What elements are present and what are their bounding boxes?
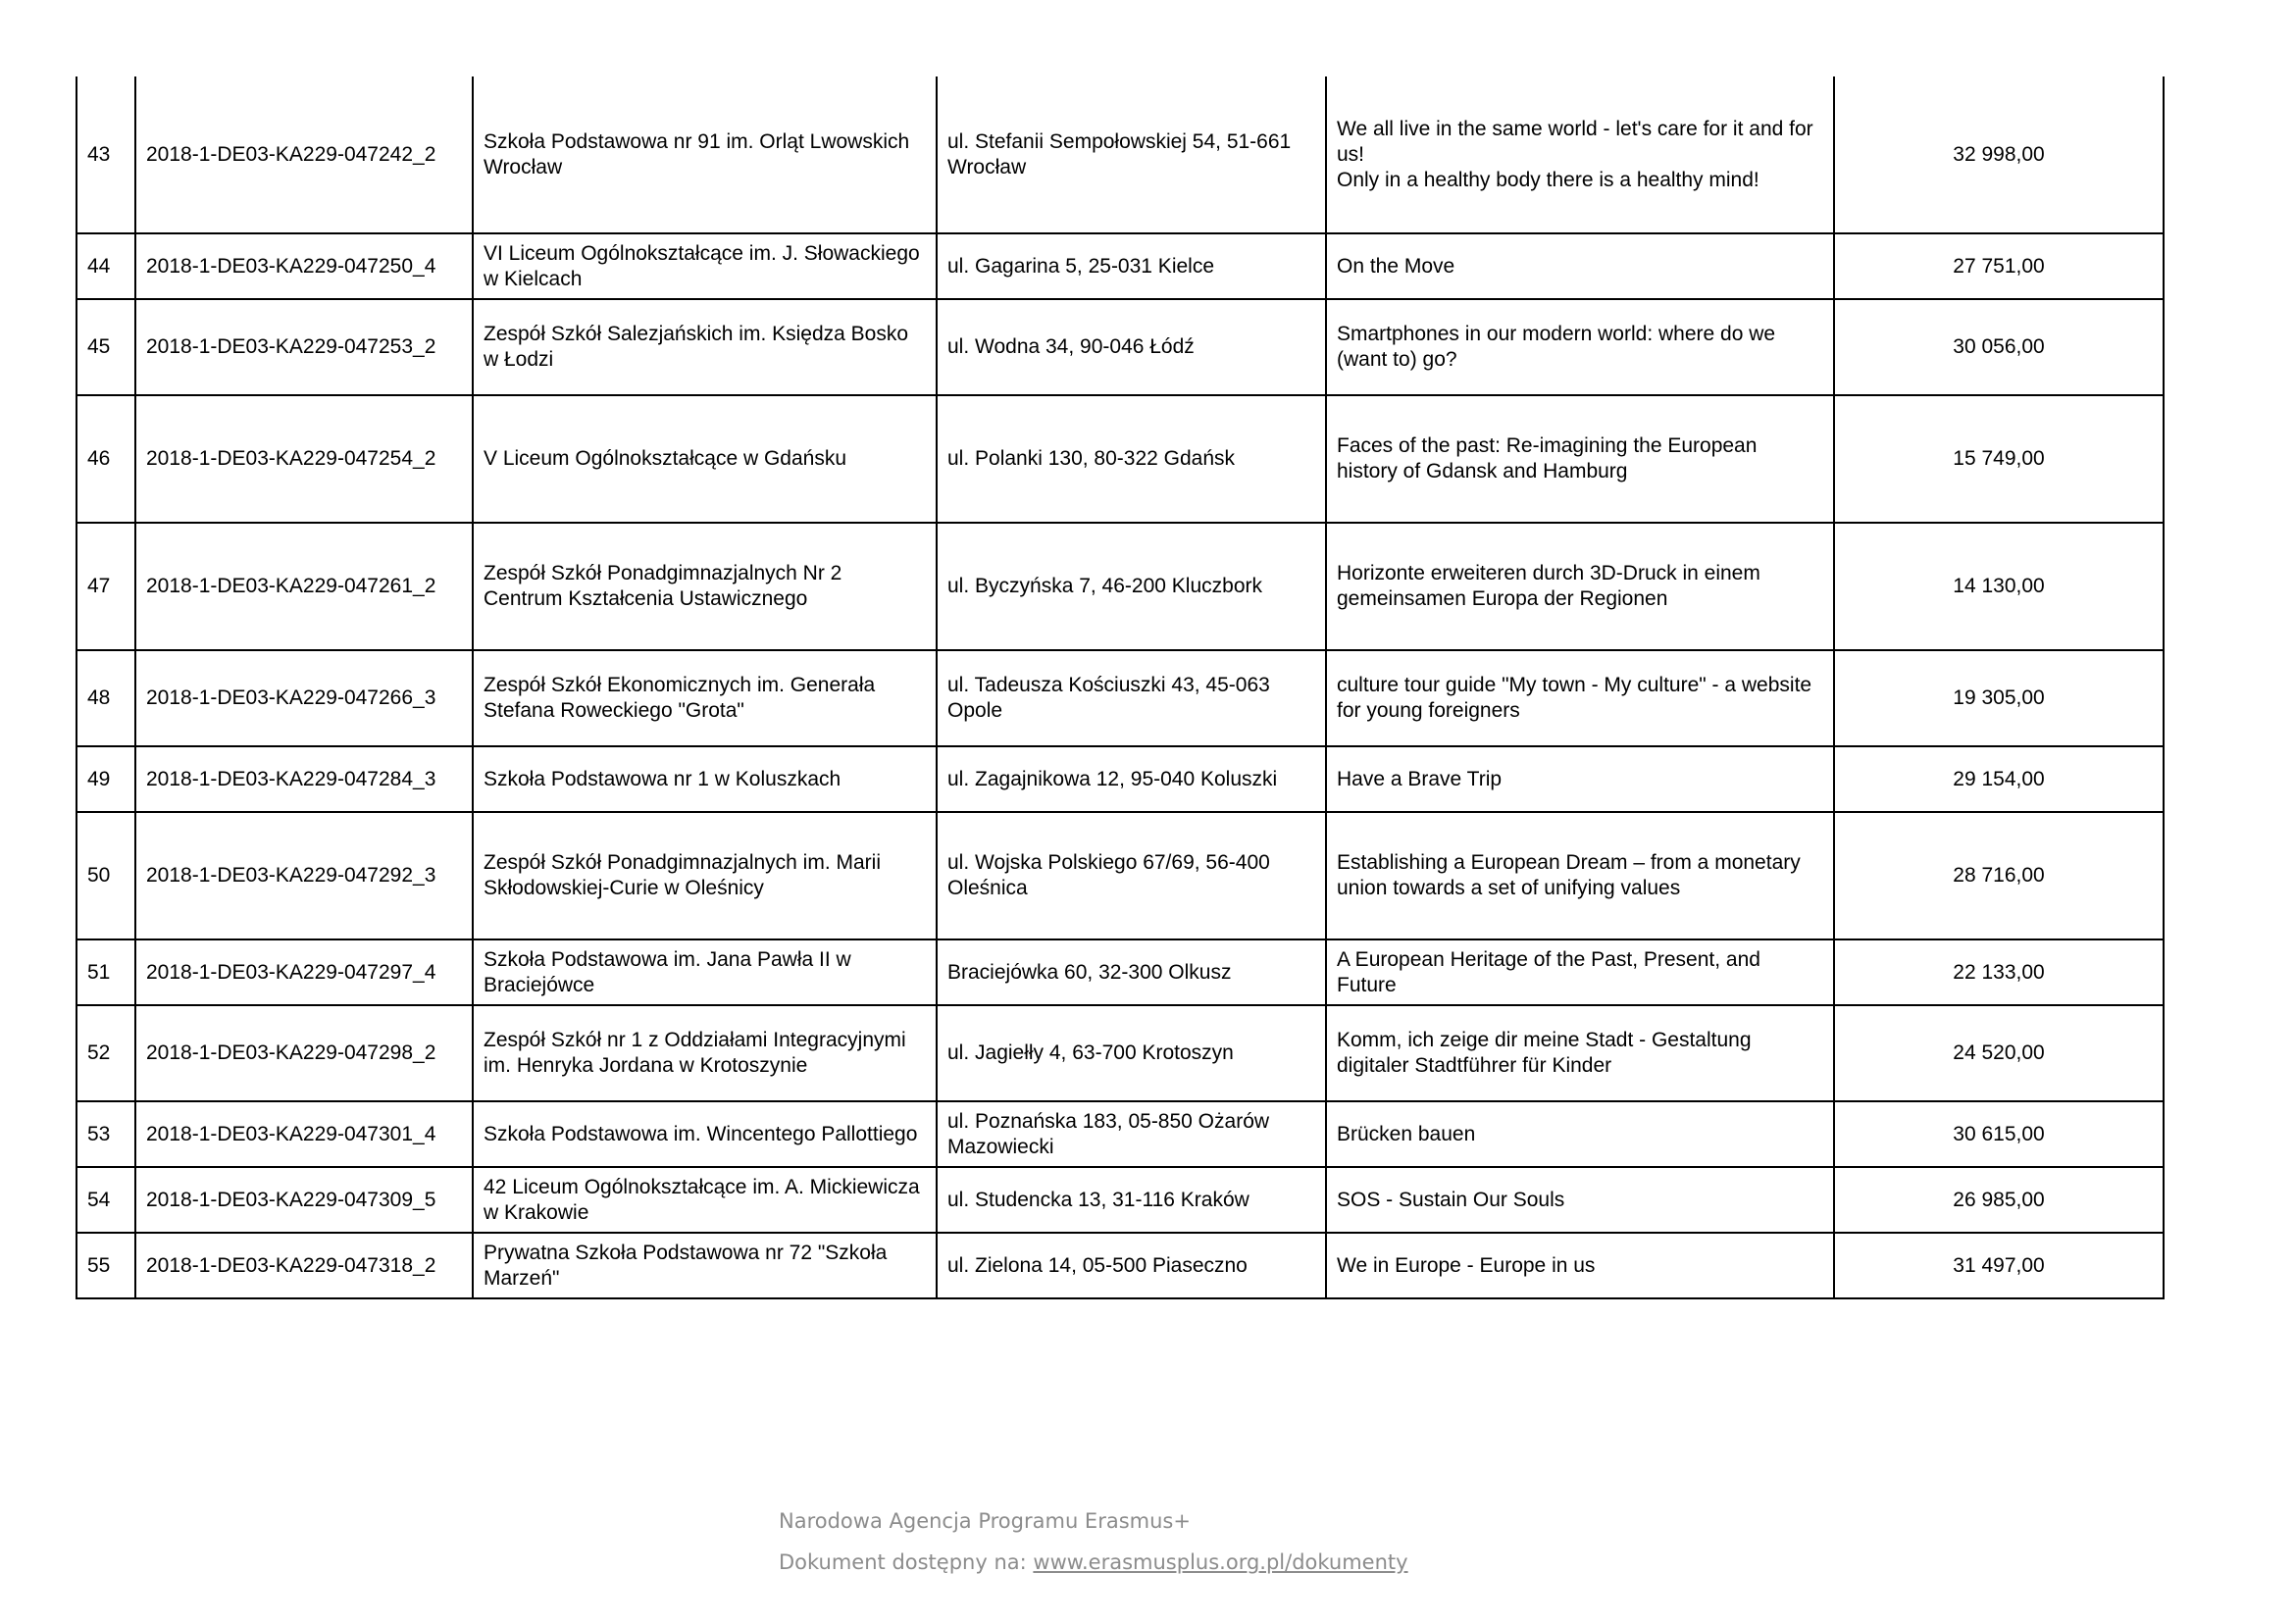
- school-address: ul. Byczyńska 7, 46-200 Kluczbork: [937, 523, 1326, 650]
- school-name: Zespół Szkół Salezjańskich im. Księdza Bosko w Łodzi: [473, 299, 937, 395]
- table-row: [76, 812, 2164, 939]
- table-row: [76, 1005, 2164, 1101]
- school-name: 42 Liceum Ogólnokształcące im. A. Mickiewicza w Krakowie: [473, 1167, 937, 1233]
- school-name: Zespół Szkół Ponadgimnazjalnych im. Marii Skłodowskiej-Curie w Oleśnicy: [473, 812, 937, 939]
- project-id: 2018-1-DE03-KA229-047250_4: [135, 233, 473, 299]
- table-row: [76, 233, 2164, 299]
- school-address: ul. Stefanii Sempołowskiej 54, 51-661 Wrocław: [937, 76, 1326, 233]
- row-number: 45: [76, 299, 135, 395]
- school-name: VI Liceum Ogólnokształcące im. J. Słowackiego w Kielcach: [473, 233, 937, 299]
- table-row: [76, 395, 2164, 523]
- grant-amount: 22 133,00: [1834, 939, 2164, 1005]
- row-number: 48: [76, 650, 135, 746]
- table-row: [76, 650, 2164, 746]
- grant-amount: 14 130,00: [1834, 523, 2164, 650]
- grant-amount: 24 520,00: [1834, 1005, 2164, 1101]
- project-id: 2018-1-DE03-KA229-047298_2: [135, 1005, 473, 1101]
- school-address: ul. Polanki 130, 80-322 Gdańsk: [937, 395, 1326, 523]
- school-address: ul. Wojska Polskiego 67/69, 56-400 Oleśnica: [937, 812, 1326, 939]
- project-id: 2018-1-DE03-KA229-047318_2: [135, 1233, 473, 1298]
- document-prefix: Dokument dostępny na:: [779, 1550, 1027, 1574]
- documents-link[interactable]: www.erasmusplus.org.pl/dokumenty: [1033, 1550, 1408, 1574]
- row-number: 52: [76, 1005, 135, 1101]
- row-number: 55: [76, 1233, 135, 1298]
- table-row: [76, 939, 2164, 1005]
- table-body: [76, 76, 2164, 1298]
- project-id: 2018-1-DE03-KA229-047309_5: [135, 1167, 473, 1233]
- agency-name: Narodowa Agencja Programu Erasmus+: [779, 1509, 1191, 1533]
- project-title: Faces of the past: Re-imagining the European history of Gdansk and Hamburg: [1326, 395, 1834, 523]
- school-name: Zespół Szkół Ekonomicznych im. Generała Stefana Roweckiego "Grota": [473, 650, 937, 746]
- table-row: [76, 299, 2164, 395]
- school-name: V Liceum Ogólnokształcące w Gdańsku: [473, 395, 937, 523]
- row-number: 49: [76, 746, 135, 812]
- school-address: ul. Gagarina 5, 25-031 Kielce: [937, 233, 1326, 299]
- project-id: 2018-1-DE03-KA229-047297_4: [135, 939, 473, 1005]
- school-name: Zespół Szkół Ponadgimnazjalnych Nr 2 Centrum Kształcenia Ustawicznego: [473, 523, 937, 650]
- school-address: ul. Poznańska 183, 05-850 Ożarów Mazowiecki: [937, 1101, 1326, 1167]
- project-id: 2018-1-DE03-KA229-047254_2: [135, 395, 473, 523]
- row-number: 50: [76, 812, 135, 939]
- project-id: 2018-1-DE03-KA229-047266_3: [135, 650, 473, 746]
- school-name: Zespół Szkół nr 1 z Oddziałami Integracyjnymi im. Henryka Jordana w Krotoszynie: [473, 1005, 937, 1101]
- school-name: Szkoła Podstawowa nr 91 im. Orląt Lwowskich Wrocław: [473, 76, 937, 233]
- grant-amount: 30 056,00: [1834, 299, 2164, 395]
- school-address: ul. Zielona 14, 05-500 Piaseczno: [937, 1233, 1326, 1298]
- page-footer: [779, 1500, 1563, 1583]
- row-number: 47: [76, 523, 135, 650]
- school-name: Szkoła Podstawowa nr 1 w Koluszkach: [473, 746, 937, 812]
- school-address: ul. Zagajnikowa 12, 95-040 Koluszki: [937, 746, 1326, 812]
- project-title: Komm, ich zeige dir meine Stadt - Gestaltung digitaler Stadtführer für Kinder: [1326, 1005, 1834, 1101]
- school-address: ul. Tadeusza Kościuszki 43, 45-063 Opole: [937, 650, 1326, 746]
- row-number: 46: [76, 395, 135, 523]
- project-id: 2018-1-DE03-KA229-047284_3: [135, 746, 473, 812]
- project-id: 2018-1-DE03-KA229-047261_2: [135, 523, 473, 650]
- project-title: Have a Brave Trip: [1326, 746, 1834, 812]
- school-address: Braciejówka 60, 32-300 Olkusz: [937, 939, 1326, 1005]
- project-title: A European Heritage of the Past, Present, and Future: [1326, 939, 1834, 1005]
- grant-amount: 19 305,00: [1834, 650, 2164, 746]
- project-id: 2018-1-DE03-KA229-047253_2: [135, 299, 473, 395]
- project-id: 2018-1-DE03-KA229-047242_2: [135, 76, 473, 233]
- grant-amount: 28 716,00: [1834, 812, 2164, 939]
- grant-amount: 30 615,00: [1834, 1101, 2164, 1167]
- grant-amount: 27 751,00: [1834, 233, 2164, 299]
- grant-amount: 26 985,00: [1834, 1167, 2164, 1233]
- row-number: 43: [76, 76, 135, 233]
- project-title: We in Europe - Europe in us: [1326, 1233, 1834, 1298]
- document-availability: [779, 1542, 1563, 1583]
- project-title: We all live in the same world - let's care for it and for us! Only in a healthy body there is a healthy mind!: [1326, 76, 1834, 233]
- table-row: [76, 1167, 2164, 1233]
- school-address: ul. Jagiełły 4, 63-700 Krotoszyn: [937, 1005, 1326, 1101]
- school-name: Prywatna Szkoła Podstawowa nr 72 "Szkoła Marzeń": [473, 1233, 937, 1298]
- row-number: 54: [76, 1167, 135, 1233]
- grant-amount: 15 749,00: [1834, 395, 2164, 523]
- grant-amount: 29 154,00: [1834, 746, 2164, 812]
- project-title: Smartphones in our modern world: where do we (want to) go?: [1326, 299, 1834, 395]
- table-row: [76, 1233, 2164, 1298]
- project-id: 2018-1-DE03-KA229-047292_3: [135, 812, 473, 939]
- project-title: Establishing a European Dream – from a monetary union towards a set of unifying values: [1326, 812, 1834, 939]
- grant-amount: 31 497,00: [1834, 1233, 2164, 1298]
- school-address: ul. Studencka 13, 31-116 Kraków: [937, 1167, 1326, 1233]
- table-row: [76, 523, 2164, 650]
- project-title: On the Move: [1326, 233, 1834, 299]
- project-title: culture tour guide "My town - My culture" - a website for young foreigners: [1326, 650, 1834, 746]
- project-title: SOS - Sustain Our Souls: [1326, 1167, 1834, 1233]
- project-title: Brücken bauen: [1326, 1101, 1834, 1167]
- project-title: Horizonte erweiteren durch 3D-Druck in einem gemeinsamen Europa der Regionen: [1326, 523, 1834, 650]
- project-id: 2018-1-DE03-KA229-047301_4: [135, 1101, 473, 1167]
- grant-amount: 32 998,00: [1834, 76, 2164, 233]
- school-name: Szkoła Podstawowa im. Wincentego Pallottiego: [473, 1101, 937, 1167]
- grants-table: [76, 76, 2165, 1299]
- row-number: 44: [76, 233, 135, 299]
- school-address: ul. Wodna 34, 90-046 Łódź: [937, 299, 1326, 395]
- table-row: [76, 1101, 2164, 1167]
- row-number: 51: [76, 939, 135, 1005]
- table-row: [76, 76, 2164, 233]
- school-name: Szkoła Podstawowa im. Jana Pawła II w Braciejówce: [473, 939, 937, 1005]
- row-number: 53: [76, 1101, 135, 1167]
- table-row: [76, 746, 2164, 812]
